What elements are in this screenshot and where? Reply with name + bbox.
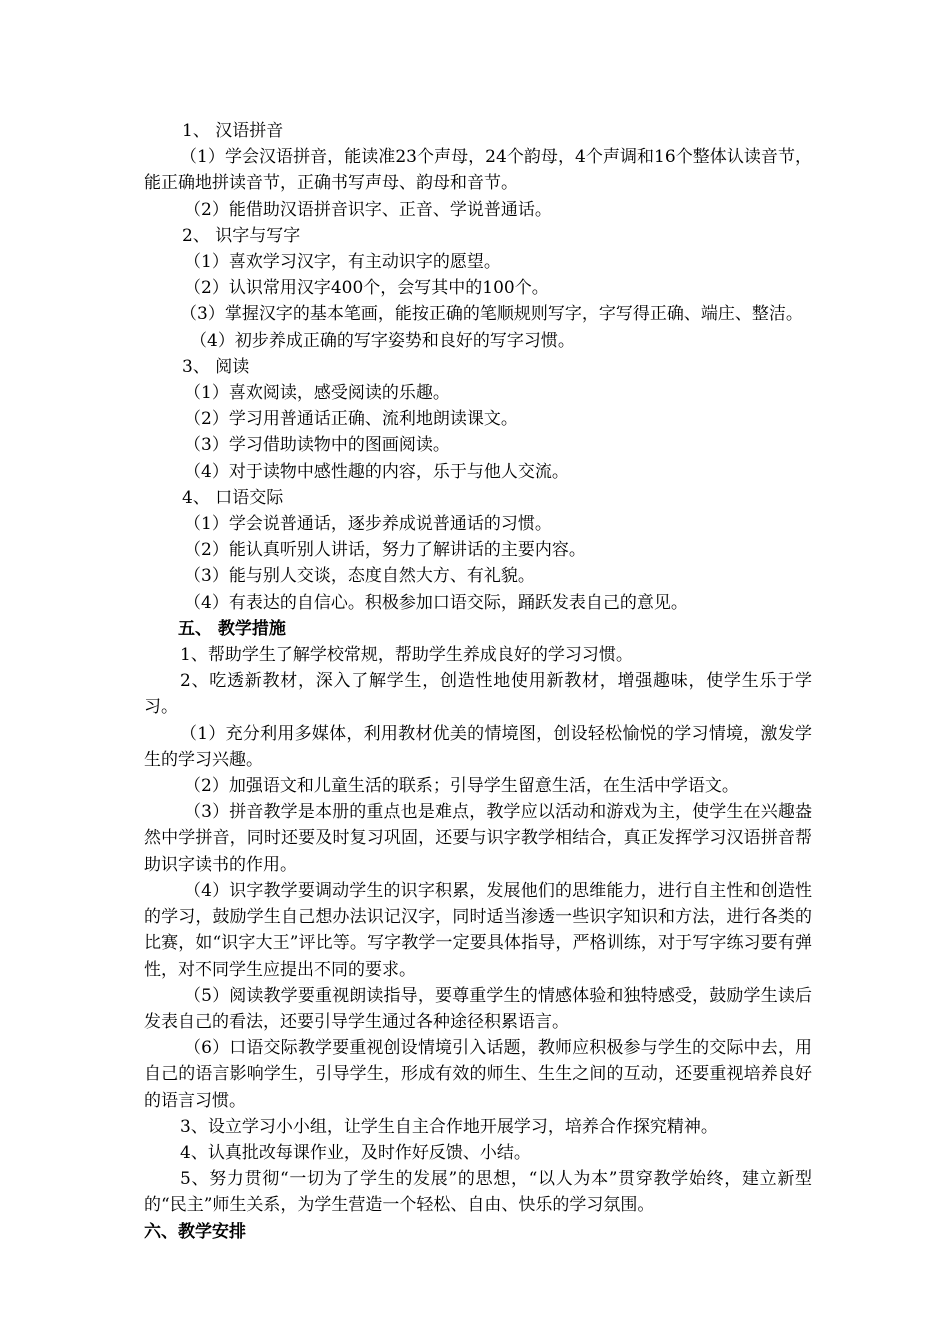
heading-pinyin: 1、 汉语拼音 xyxy=(182,121,284,141)
section-heading-measures: 五、 教学措施 xyxy=(178,618,286,639)
heading-literacy: 2、 识字与写字 xyxy=(182,225,301,246)
paragraph: （4）识字教学要调动学生的识字积累，发展他们的思维能力，进行自主性和创造性的学习，鼓励学生自己想办法识记汉字，同时适当渗透一些识字知识和方法，进行各类的比赛，如“识字大王”评比等。写字教学一定要具体指导，严格训练，对于写字练习要有弹性，对不同学生应提出不同的要求。 xyxy=(144,880,812,980)
document-page xyxy=(144,118,812,1245)
heading-oral: 4、 口语交际 xyxy=(182,487,284,508)
paragraph: （4）初步养成正确的写字姿势和良好的写字习惯。 xyxy=(190,330,575,351)
paragraph: （5）阅读教学要重视朗读指导，要尊重学生的情感体验和独特感受，鼓励学生读后发表自己的看法，还要引导学生通过各种途径积累语言。 xyxy=(144,985,812,1032)
paragraph: （6）口语交际教学要重视创设情境引入话题，教师应积极参与学生的交际中去，用自己的语言影响学生，引导学生，形成有效的师生、生生之间的互动，还要重视培养良好的语言习惯。 xyxy=(144,1038,812,1111)
paragraph: （3）掌握汉字的基本笔画，能按正确的笔顺规则写字，字写得正确、端庄、整洁。 xyxy=(180,304,803,325)
paragraph: （1）学会说普通话，逐步养成说普通话的习惯。 xyxy=(184,514,552,535)
paragraph: （2）能认真听别人讲话，努力了解讲话的主要内容。 xyxy=(184,540,586,561)
paragraph: （2）能借助汉语拼音识字、正音、学说普通话。 xyxy=(184,199,552,220)
paragraph: （4）有表达的自信心。积极参加口语交际，踊跃发表自己的意见。 xyxy=(184,592,688,613)
paragraph: 5、努力贯彻“一切为了学生的发展”的思想，“以人为本”贯穿教学始终，建立新型的“民主”师生关系，为学生营造一个轻松、自由、快乐的学习氛围。 xyxy=(144,1169,812,1216)
heading-reading: 3、 阅读 xyxy=(182,356,250,377)
paragraph: （1）学会汉语拼音，能读准23个声母，24个韵母，4个声调和16个整体认读音节，能正确地拼读音节，正确书写声母、韵母和音节。 xyxy=(144,147,812,194)
paragraph: （1）喜欢学习汉字，有主动识字的愿望。 xyxy=(184,252,501,273)
paragraph: （2）学习用普通话正确、流利地朗读课文。 xyxy=(184,409,518,430)
paragraph: 1、帮助学生了解学校常规，帮助学生养成良好的学习习惯。 xyxy=(180,645,633,666)
paragraph: （1）喜欢阅读，感受阅读的乐趣。 xyxy=(184,383,450,404)
section-heading-schedule: 六、教学安排 xyxy=(144,1221,246,1242)
paragraph: 3、设立学习小小组，让学生自主合作地开展学习，培养合作探究精神。 xyxy=(180,1116,718,1137)
paragraph: 2、吃透新教材，深入了解学生，创造性地使用新教材，增强趣味，使学生乐于学习。 xyxy=(144,671,812,718)
paragraph: （1）充分利用多媒体，利用教材优美的情境图，创设轻松愉悦的学习情境，激发学生的学习兴趣。 xyxy=(144,723,812,770)
paragraph: 4、认真批改每课作业，及时作好反馈、小结。 xyxy=(180,1142,531,1163)
paragraph: （3）拼音教学是本册的重点也是难点，教学应以活动和游戏为主，使学生在兴趣盎然中学拼音，同时还要及时复习巩固，还要与识字教学相结合，真正发挥学习汉语拼音帮助识字读书的作用。 xyxy=(144,802,812,875)
paragraph: （2）认识常用汉字400个，会写其中的100个。 xyxy=(184,278,549,299)
paragraph: （3）学习借助读物中的图画阅读。 xyxy=(184,435,450,456)
paragraph: （2）加强语文和儿童生活的联系；引导学生留意生活，在生活中学语文。 xyxy=(184,776,739,797)
paragraph: （4）对于读物中感性趣的内容，乐于与他人交流。 xyxy=(184,461,569,482)
paragraph: （3）能与别人交谈，态度自然大方、有礼貌。 xyxy=(184,566,535,587)
